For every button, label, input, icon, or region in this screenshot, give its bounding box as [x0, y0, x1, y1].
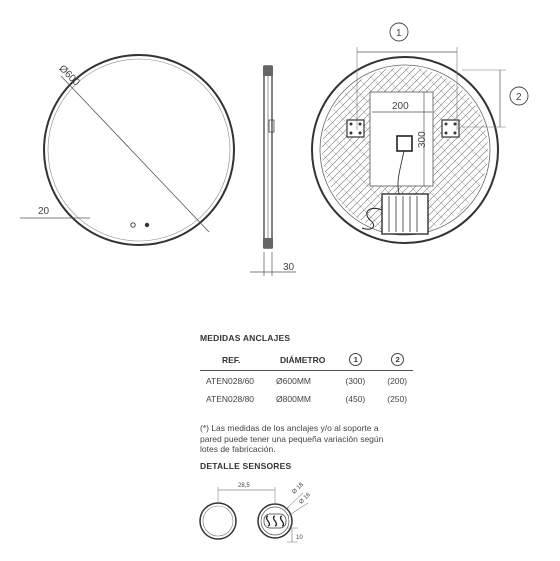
- header-col1: 1: [349, 353, 362, 366]
- hanger-right-icon: [442, 120, 459, 137]
- depth-label: 30: [283, 262, 295, 273]
- row-ref: ATEN028/60: [206, 376, 255, 386]
- mirror-back-view: [312, 23, 528, 243]
- sensor-dot-icon: [131, 223, 135, 227]
- bottom-offset-label: 20: [38, 206, 50, 217]
- row-v1: (300): [345, 376, 366, 386]
- anchors-table: [200, 349, 413, 407]
- bracket-width-label: 200: [392, 101, 409, 112]
- sensors-title: DETALLE SENSORES: [200, 461, 292, 471]
- row-v2: (250): [387, 394, 408, 404]
- switch-box-icon: [397, 136, 412, 151]
- callout-2-label: 2: [516, 92, 522, 103]
- row-diameter: Ø800MM: [276, 394, 312, 404]
- row-ref: ATEN028/80: [206, 394, 255, 404]
- mirror-front-view: [20, 55, 234, 245]
- sensor-outer-label: Ø 18: [291, 482, 305, 496]
- mirror-side-view: [250, 66, 296, 276]
- diameter-line: [61, 76, 209, 232]
- sensor-dot-icon: [145, 223, 149, 227]
- hanger-left-icon: [347, 120, 364, 137]
- callout-1-label: 1: [396, 28, 402, 39]
- anchors-title: MEDIDAS ANCLAJES: [200, 333, 291, 343]
- diameter-label: Ø600: [56, 63, 82, 89]
- table-header-row: [200, 349, 413, 371]
- header-diameter: DIÁMETRO: [280, 354, 326, 365]
- table-row: [200, 389, 413, 407]
- table-row: [200, 371, 413, 390]
- sensor-width-label: 28,5: [238, 483, 250, 489]
- sensor-inner-label: Ø 16: [298, 492, 312, 506]
- anchors-note: (*) Las medidas de los anclajes y/o al soporte a pared puede tener una pequeña variación según lotes de fabricación.: [200, 423, 384, 454]
- header-col2: 2: [391, 353, 404, 366]
- row-diameter: Ø600MM: [276, 376, 312, 386]
- sensor-switch-icon: [264, 514, 286, 528]
- sensor-height-label: 10: [296, 535, 303, 541]
- bracket-height-label: 300: [417, 131, 428, 148]
- header-ref: REF.: [222, 354, 241, 365]
- row-v2: (200): [387, 376, 408, 386]
- row-v1: (450): [345, 394, 366, 404]
- sensor-detail-drawing: [200, 482, 312, 542]
